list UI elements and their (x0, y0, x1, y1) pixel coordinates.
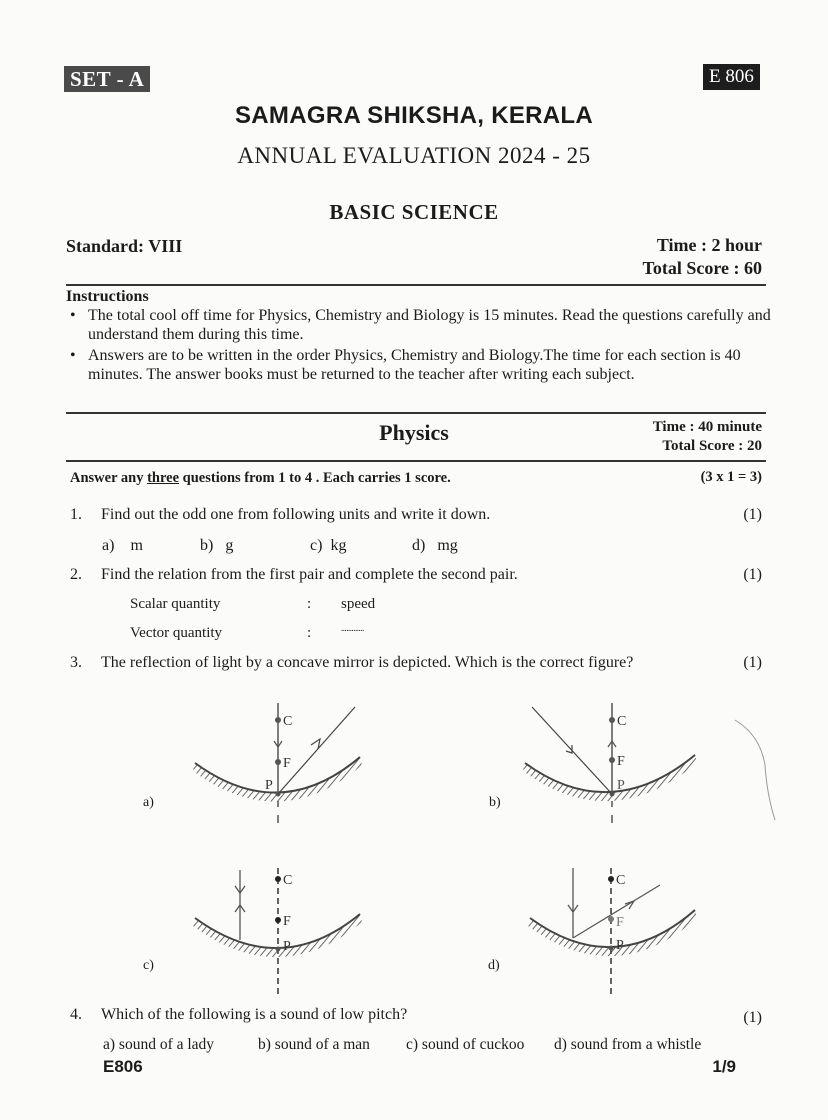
question-text: Find out the odd one from following units and write it down. (101, 506, 491, 523)
concave-mirror-figure-d (525, 860, 705, 1000)
question-text: Which of the following is a sound of low pitch? (101, 1006, 408, 1023)
figure-b-label: b) (489, 795, 501, 810)
svg-text:P: P (617, 778, 625, 793)
svg-text:C: C (283, 714, 293, 729)
point-f (275, 759, 281, 765)
option-a: a) sound of a lady (103, 1036, 215, 1053)
answer-blank: ............. (341, 623, 364, 633)
question-score: (1) (743, 1009, 762, 1026)
figure-a-label: a) (143, 795, 154, 810)
figure-d-label: d) (488, 958, 500, 973)
exam-time: Time : 2 hour (656, 235, 762, 255)
concave-mirror-figure-a (190, 695, 370, 835)
question-score: (1) (743, 506, 762, 523)
exam-time-score (643, 234, 763, 280)
instructions-list (66, 306, 771, 386)
concave-mirror-figure-c (190, 860, 370, 1000)
pair-left: Vector quantity (130, 625, 223, 641)
organization-title: SAMAGRA SHIKSHA, KERALA (234, 102, 594, 129)
directive-score: (3 x 1 = 3) (700, 469, 762, 485)
svg-text:C: C (283, 873, 293, 888)
question-number: 3. (70, 654, 82, 671)
svg-text:P: P (283, 939, 291, 954)
question-score: (1) (743, 654, 762, 671)
instructions-heading: Instructions (66, 288, 149, 305)
footer-paper-code: E806 (103, 1057, 143, 1076)
exam-title: ANNUAL EVALUATION 2024 - 25 (237, 143, 591, 168)
arrow-up-right-icon (311, 739, 320, 749)
set-badge: SET - A (64, 66, 150, 92)
section-time-score (653, 418, 762, 456)
svg-text:C: C (617, 714, 627, 729)
question-text: Find the relation from the first pair and complete the second pair. (101, 566, 518, 583)
svg-text:P: P (616, 938, 624, 953)
question-number: 2. (70, 566, 82, 583)
option-b: b) sound of a man (258, 1036, 370, 1053)
option-d: d) mg (412, 537, 458, 554)
pen-mark (725, 715, 785, 825)
svg-text:F: F (283, 914, 291, 929)
divider (66, 412, 766, 414)
instruction-item: • The total cool off time for Physics, Chemistry and Biology is 15 minutes. Read the questions carefully and understand them during this time. (66, 306, 771, 344)
section-title: Physics (379, 420, 449, 445)
section-time: Time : 40 minute (652, 419, 762, 435)
directive-emphasis: three (147, 470, 180, 486)
question-score: (1) (743, 566, 762, 583)
reflected-ray (573, 885, 660, 938)
instruction-item: • Answers are to be written in the order Physics, Chemistry and Biology.The time for each section is 40 minutes. The answer books must be returned to the teacher after writing each subject. (66, 346, 771, 384)
exam-total-score: Total Score : 60 (642, 258, 762, 278)
option-c: c) sound of cuckoo (406, 1036, 525, 1053)
svg-text:F: F (617, 754, 625, 769)
option-b: b) g (200, 537, 234, 554)
page-number: 1/9 (712, 1057, 736, 1076)
option-d: d) sound from a whistle (554, 1036, 702, 1053)
option-a: a) m (102, 537, 143, 554)
pair-left: Scalar quantity (130, 596, 221, 612)
question-number: 4. (70, 1006, 82, 1023)
option-c: c) kg (310, 537, 347, 554)
svg-text:F: F (283, 756, 291, 771)
section-total-score: Total Score : 20 (662, 438, 762, 454)
standard-label: Standard: VIII (66, 236, 183, 256)
question-text: The reflection of light by a concave mirror is depicted. Which is the correct figure? (101, 654, 634, 671)
section-directive: Answer any three questions from 1 to 4 . Each carries 1 score. (70, 470, 451, 486)
pair-right: speed (341, 596, 376, 612)
question-number: 1. (70, 506, 82, 523)
divider (66, 284, 766, 286)
divider (66, 460, 766, 462)
figure-c-label: c) (143, 958, 154, 973)
pair-separator: : (307, 625, 312, 641)
svg-text:C: C (616, 873, 626, 888)
concave-mirror-figure-b (520, 695, 700, 835)
paper-code-badge: E 806 (703, 64, 760, 90)
svg-text:P: P (265, 778, 273, 793)
point-c (275, 717, 281, 723)
subject-title: BASIC SCIENCE (329, 200, 499, 224)
pair-separator: : (307, 596, 312, 612)
svg-text:F: F (616, 915, 624, 930)
